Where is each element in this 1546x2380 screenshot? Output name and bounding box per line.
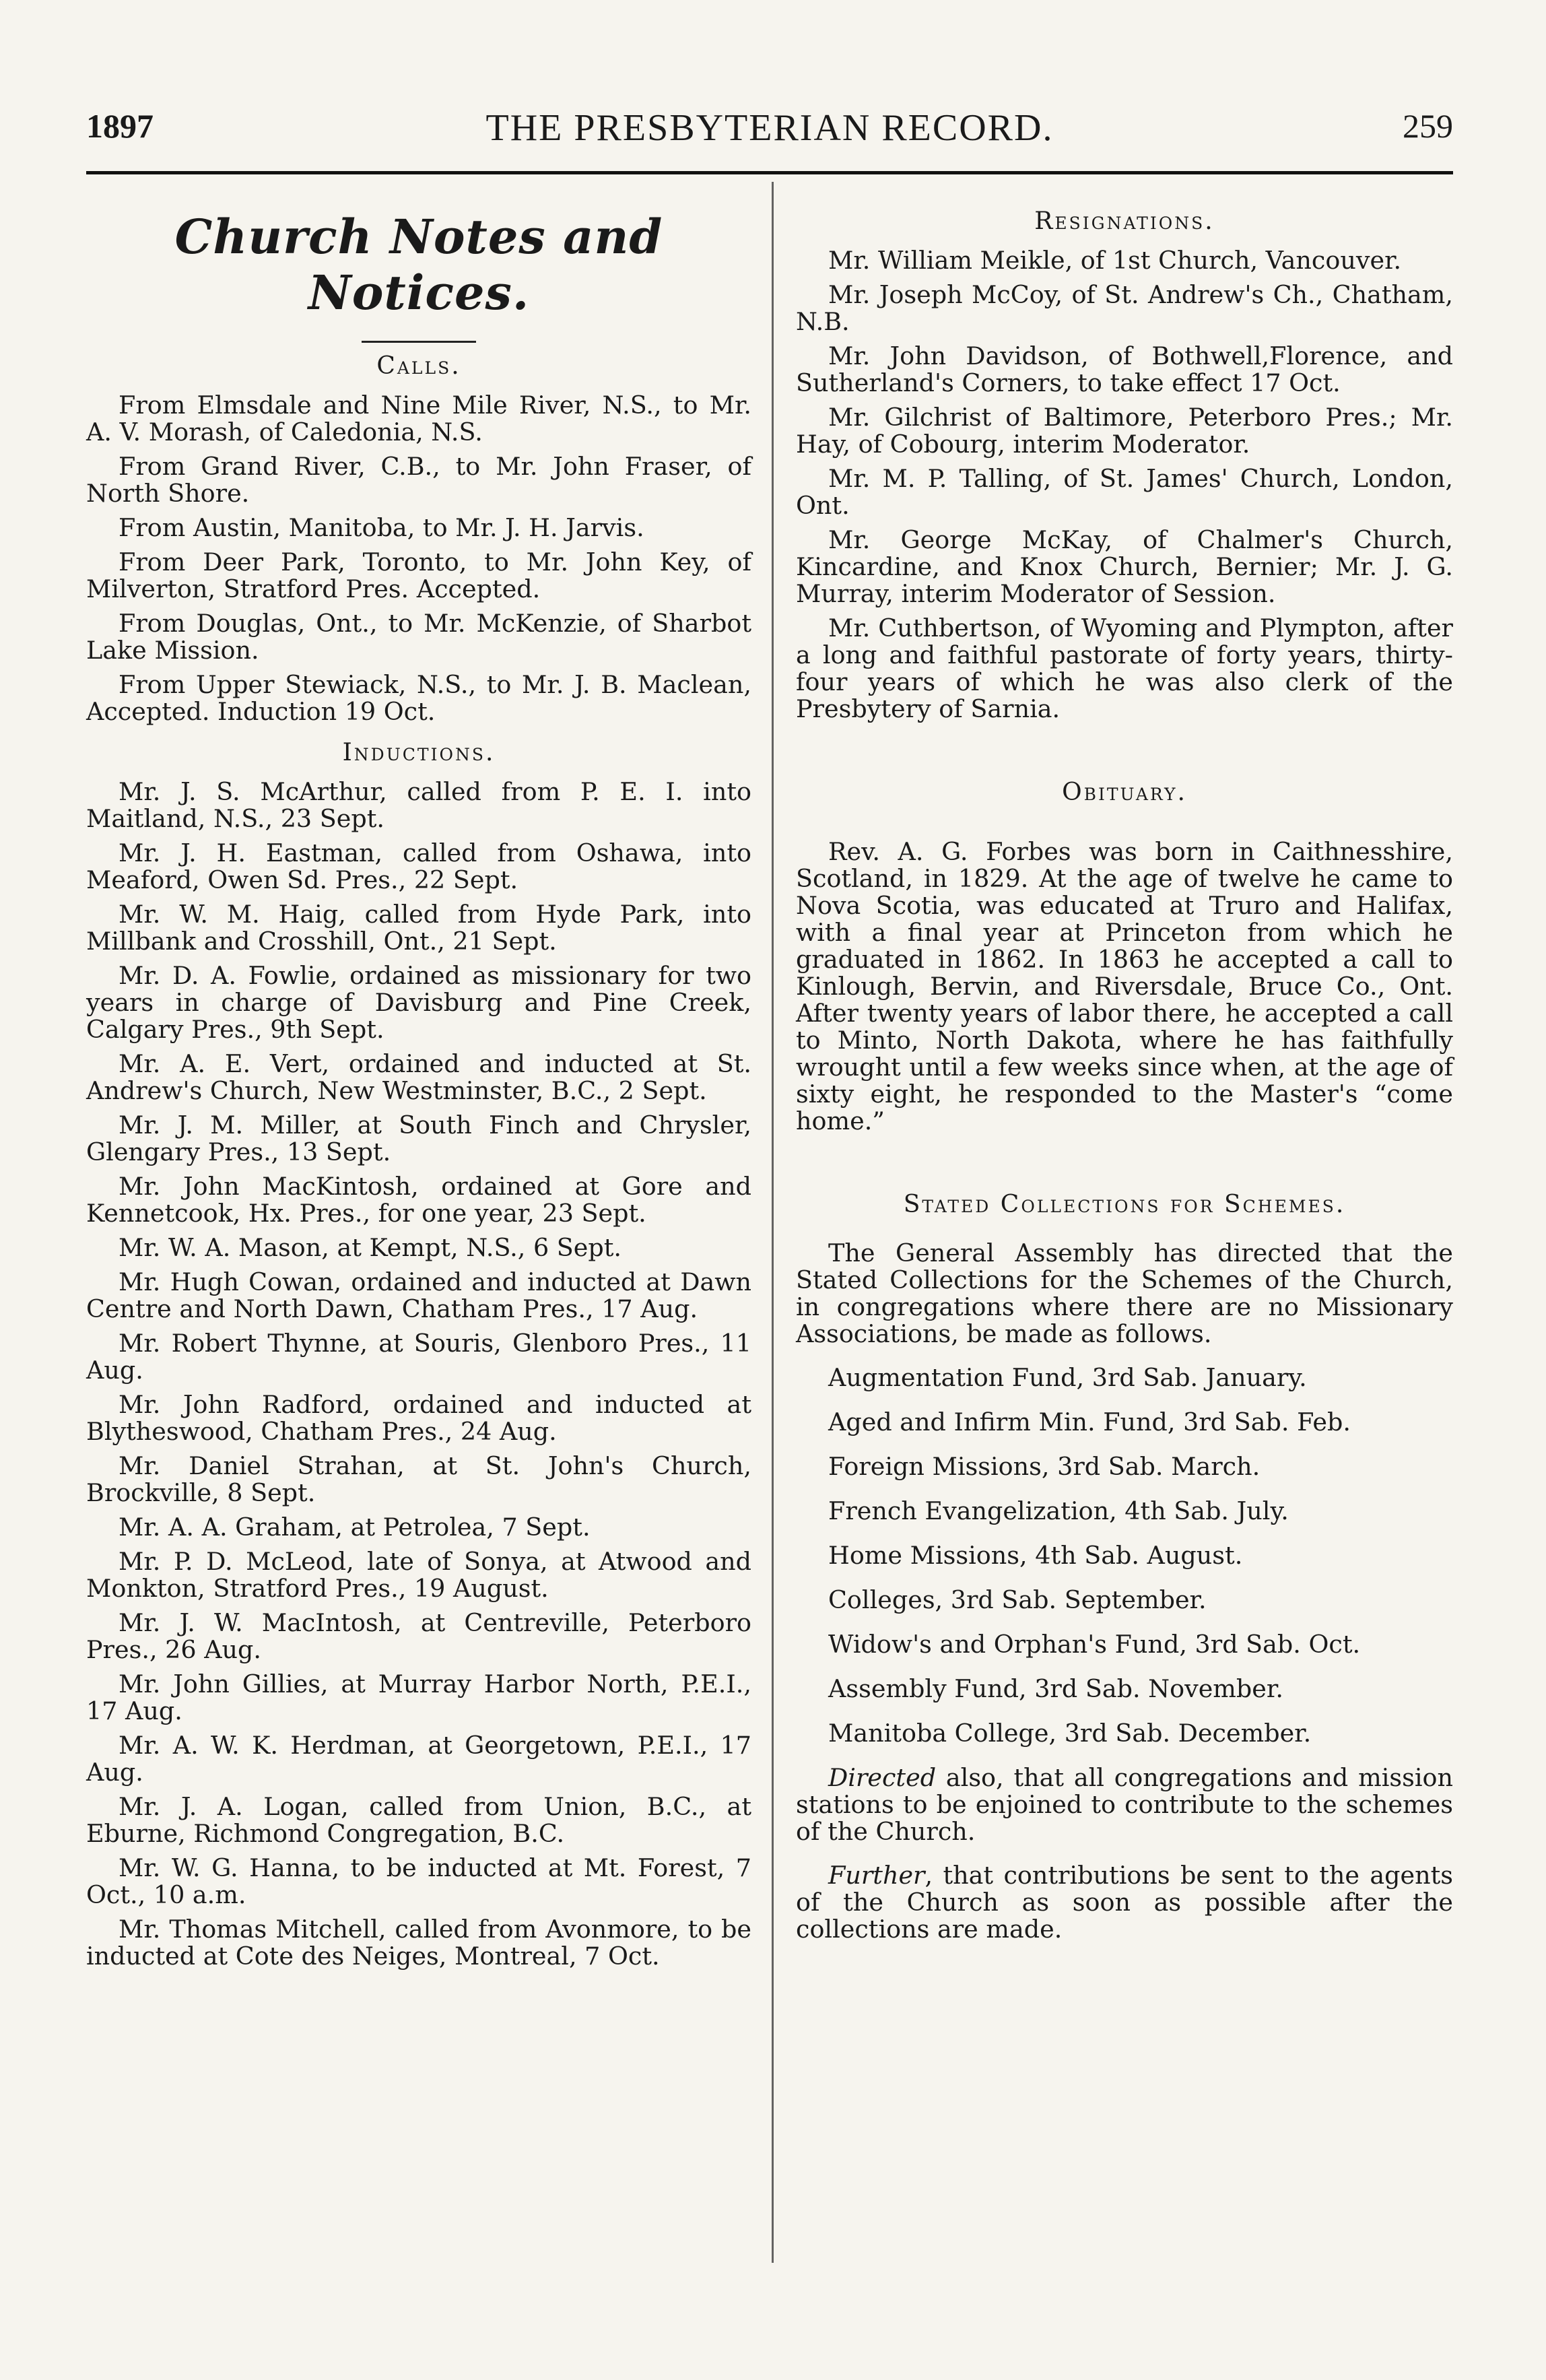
further-paragraph <box>796 1862 1453 1943</box>
header-rule <box>86 171 1453 174</box>
call-entry: From Elmsdale and Nine Mile River, N.S., to Mr. A. V. Morash, of Caledonia, N.S. <box>86 391 751 447</box>
resignation-entry: Mr. M. P. Talling, of St. James' Church, London, Ont. <box>796 464 1453 520</box>
induction-entry: Mr. John Radford, ordained and inducted at Blytheswood, Chatham Pres., 24 Aug. <box>86 1390 751 1446</box>
induction-entry: Mr. W. G. Hanna, to be inducted at Mt. Forest, 7 Oct., 10 a.m. <box>86 1853 751 1909</box>
further-text: , that contributions be sent to the agents of the Church as soon as possible after the collections are made. <box>796 1861 1453 1944</box>
resignation-entry: Mr. William Meikle, of 1st Church, Vancouver. <box>828 246 1402 275</box>
induction-entry: Mr. Thomas Mitchell, called from Avonmore, to be inducted at Cote des Neiges, Montreal, 7 Oct. <box>86 1915 751 1971</box>
page-year: 1897 <box>86 107 154 145</box>
induction-entry: Mr. D. A. Fowlie, ordained as missionary for two years in charge of Davisburg and Pine Creek, Calgary Pres., 9th Sept. <box>86 961 751 1044</box>
page-number: 259 <box>1403 107 1453 145</box>
collection-item: French Evangelization, 4th Sab. July. <box>828 1496 1289 1525</box>
induction-entry: Mr. A. A. Graham, at Petrolea, 7 Sept. <box>119 1513 591 1542</box>
induction-entry: Mr. J. A. Logan, called from Union, B.C., at Eburne, Richmond Congregation, B.C. <box>86 1792 751 1848</box>
resignation-entry: Mr. Cuthbertson, of Wyoming and Plympton, after a long and faithful pastorate of forty years, thirty-four years of which he was also clerk of the Presbytery of Sarnia. <box>796 614 1453 723</box>
directed-lead: Directed <box>828 1763 937 1792</box>
collection-item: Aged and Infirm Min. Fund, 3rd Sab. Feb. <box>828 1408 1351 1436</box>
column-divider <box>772 182 774 2263</box>
call-entry: From Grand River, C.B., to Mr. John Fraser, of North Shore. <box>86 452 751 508</box>
collection-item: Manitoba College, 3rd Sab. December. <box>828 1719 1312 1748</box>
section-title: Church Notes and Notices. <box>174 209 663 321</box>
call-entry: From Upper Stewiack, N.S., to Mr. J. B. Maclean, Accepted. Induction 19 Oct. <box>86 670 751 726</box>
collections-heading: Stated Collections for Schemes. <box>903 1191 1346 1218</box>
induction-entry: Mr. A. W. K. Herdman, at Georgetown, P.E.I., 17 Aug. <box>86 1731 751 1787</box>
resignation-entry: Mr. Gilchrist of Baltimore, Peterboro Pres.; Mr. Hay, of Cobourg, interim Moderator. <box>796 403 1453 459</box>
induction-entry: Mr. A. E. Vert, ordained and inducted at St. Andrew's Church, New Westminster, B.C., 2 Sept. <box>86 1049 751 1105</box>
induction-entry: Mr. P. D. McLeod, late of Sonya, at Atwood and Monkton, Stratford Pres., 19 August. <box>86 1547 751 1603</box>
induction-entry: Mr. Robert Thynne, at Souris, Glenboro Pres., 11 Aug. <box>86 1329 751 1385</box>
inductions-heading: Inductions. <box>342 739 496 766</box>
collection-item: Home Missions, 4th Sab. August. <box>828 1541 1243 1570</box>
induction-entry: Mr. J. W. MacIntosh, at Centreville, Peterboro Pres., 26 Aug. <box>86 1608 751 1664</box>
collection-item: Assembly Fund, 3rd Sab. November. <box>828 1674 1283 1703</box>
induction-entry: Mr. J. M. Miller, at South Finch and Chrysler, Glengary Pres., 13 Sept. <box>86 1111 751 1166</box>
resignation-entry: Mr. George McKay, of Chalmer's Church, Kincardine, and Knox Church, Bernier; Mr. J. G. Murray, interim Moderator of Session. <box>796 525 1453 608</box>
page-title: THE PRESBYTERIAN RECORD. <box>485 107 1054 149</box>
induction-entry: Mr. John MacKintosh, ordained at Gore and Kennetcook, Hx. Pres., for one year, 23 Sept. <box>86 1172 751 1228</box>
call-entry: From Deer Park, Toronto, to Mr. John Key, of Milverton, Stratford Pres. Accepted. <box>86 548 751 603</box>
collections-intro: The General Assembly has directed that the Stated Collections for the Schemes of the Church, in congregations where there are no Missionary Associations, be made as follows. <box>796 1238 1453 1348</box>
collection-item: Colleges, 3rd Sab. September. <box>828 1585 1207 1614</box>
induction-entry: Mr. J. H. Eastman, called from Oshawa, into Meaford, Owen Sd. Pres., 22 Sept. <box>86 838 751 894</box>
call-entry: From Douglas, Ont., to Mr. McKenzie, of Sharbot Lake Mission. <box>86 609 751 665</box>
induction-entry: Mr. W. A. Mason, at Kempt, N.S., 6 Sept. <box>119 1233 622 1262</box>
resignation-entry: Mr. Joseph McCoy, of St. Andrew's Ch., Chatham, N.B. <box>796 280 1453 336</box>
obituary-text: Rev. A. G. Forbes was born in Caithnesshire, Scotland, in 1829. At the age of twelve he came to Nova Scotia, was educated at Truro and Halifax, with a final year at Princeton from which he graduated in 1862. In 1863 he accepted a call to Kinlough, Bervin, and Riversdale, Bruce Co., Ont. After twenty years of labor there, he accepted a call to Minto, North Dakota, where he has faithfully wrought until a few weeks since when, at the age of sixty eight, he responded to the Master's “come home.” <box>796 837 1453 1135</box>
induction-entry: Mr. Hugh Cowan, ordained and inducted at Dawn Centre and North Dawn, Chatham Pres., 17 Aug. <box>86 1267 751 1323</box>
left-column <box>86 189 751 1977</box>
directed-paragraph <box>796 1764 1453 1845</box>
call-entry: From Austin, Manitoba, to Mr. J. H. Jarvis. <box>119 513 644 542</box>
directed-text: also, that all congregations and mission stations to be enjoined to contribute to the schemes of the Church. <box>796 1763 1453 1846</box>
induction-entry: Mr. W. M. Haig, called from Hyde Park, into Millbank and Crosshill, Ont., 21 Sept. <box>86 900 751 956</box>
resignations-heading: Resignations. <box>1034 207 1215 235</box>
obituary-heading: Obituary. <box>1062 779 1187 806</box>
further-lead: Further <box>828 1861 925 1890</box>
resignation-entry: Mr. John Davidson, of Bothwell,Florence, and Sutherland's Corners, to take effect 17 Oct. <box>796 341 1453 397</box>
calls-heading: Calls. <box>362 341 476 380</box>
induction-entry: Mr. John Gillies, at Murray Harbor North, P.E.I., 17 Aug. <box>86 1670 751 1725</box>
collection-item: Augmentation Fund, 3rd Sab. January. <box>828 1363 1307 1392</box>
collection-item: Widow's and Orphan's Fund, 3rd Sab. Oct. <box>828 1630 1361 1659</box>
collection-item: Foreign Missions, 3rd Sab. March. <box>828 1452 1261 1481</box>
induction-entry: Mr. Daniel Strahan, at St. John's Church, Brockville, 8 Sept. <box>86 1451 751 1507</box>
induction-entry: Mr. J. S. McArthur, called from P. E. I. into Maitland, N.S., 23 Sept. <box>86 777 751 833</box>
right-column <box>796 189 1453 1950</box>
